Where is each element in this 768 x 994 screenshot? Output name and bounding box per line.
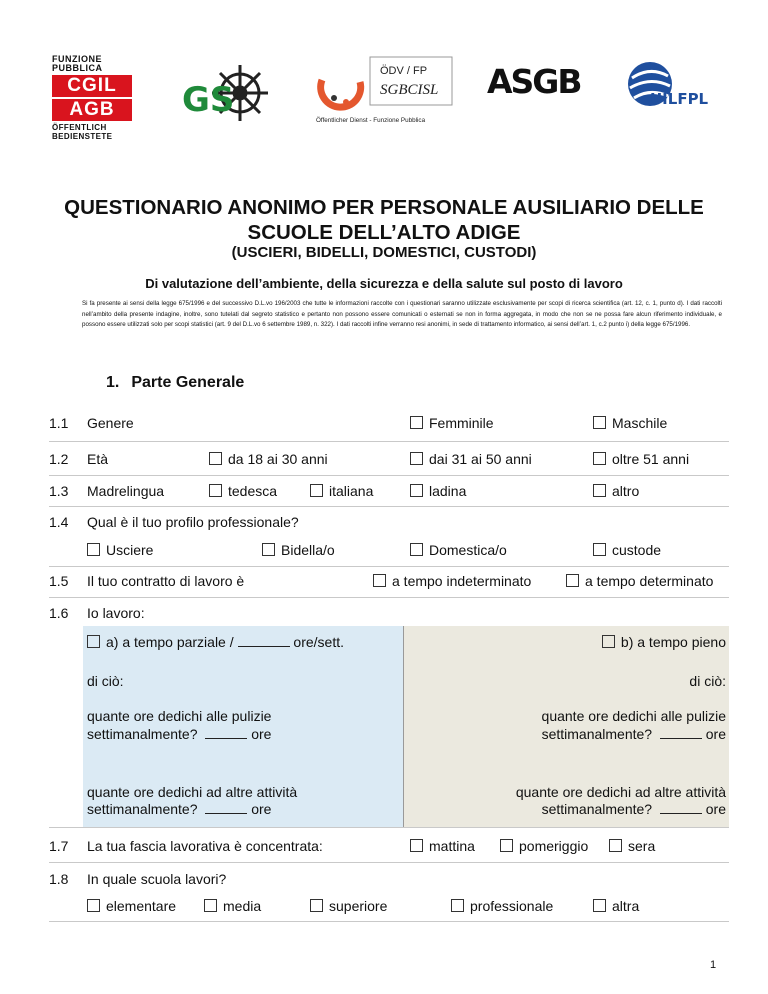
checkbox-icon — [593, 899, 606, 912]
asgb-logo: ASGB — [487, 62, 581, 101]
checkbox-icon — [209, 484, 222, 497]
part-time-clean-q1: quante ore dedichi alle pulizie — [87, 708, 272, 724]
q6-option-full-time[interactable]: b) a tempo pieno — [602, 634, 726, 650]
other-hours-field[interactable] — [205, 802, 247, 814]
row-divider — [49, 827, 729, 828]
gs-logo — [178, 63, 273, 125]
page-number: 1 — [710, 959, 717, 971]
checkbox-icon — [566, 574, 579, 587]
panel-divider — [403, 626, 404, 827]
q8-option-professionale[interactable]: professionale — [451, 898, 553, 914]
checkbox-icon — [87, 543, 100, 556]
q6-number: 1.6 — [49, 605, 69, 621]
checkbox-icon — [602, 635, 615, 648]
other-hours-field[interactable] — [660, 802, 702, 814]
q1-option-femminile[interactable]: Femminile — [410, 415, 494, 431]
q3-option-altro[interactable]: altro — [593, 483, 639, 499]
q6-label: Io lavoro: — [87, 605, 145, 621]
q2-option-oltre-51[interactable]: oltre 51 anni — [593, 451, 689, 467]
q4-option-bidello[interactable]: Bidella/o — [262, 542, 335, 558]
document-title — [40, 195, 728, 245]
section-heading — [106, 374, 244, 392]
cgil-logo-line2: AGB — [52, 99, 132, 121]
q4-number: 1.4 — [49, 514, 69, 530]
q1-number: 1.1 — [49, 415, 69, 431]
q2-number: 1.2 — [49, 451, 69, 467]
q8-option-elementare[interactable]: elementare — [87, 898, 176, 914]
cgil-logo-bottom-text: ÖFFENTLICH BEDIENSTETE — [52, 123, 113, 141]
q4-option-domestico[interactable]: Domestica/o — [410, 542, 507, 558]
sgb-logo-mid: SGBCISL — [380, 82, 439, 98]
q3-label: Madrelingua — [87, 483, 165, 499]
checkbox-icon — [593, 543, 606, 556]
q7-option-mattina[interactable]: mattina — [410, 838, 475, 854]
checkbox-icon — [209, 452, 222, 465]
row-divider — [49, 566, 729, 567]
q3-option-tedesca[interactable]: tedesca — [209, 483, 277, 499]
document-subtitle: (USCIERI, BIDELLI, DOMESTICI, CUSTODI) — [231, 244, 537, 261]
q2-label: Età — [87, 451, 109, 467]
q7-option-sera[interactable]: sera — [609, 838, 655, 854]
q5-label: Il tuo contratto di lavoro è — [87, 573, 245, 589]
checkbox-icon — [87, 635, 100, 648]
sgb-cisl-logo — [310, 52, 455, 127]
cgil-agb-logo — [52, 55, 132, 141]
q5-number: 1.5 — [49, 573, 69, 589]
q5-option-indeterminato[interactable]: a tempo indeterminato — [373, 573, 531, 589]
checkbox-icon — [310, 484, 323, 497]
row-divider — [49, 597, 729, 598]
hours-per-week-field[interactable] — [238, 635, 290, 647]
checkbox-icon — [410, 452, 423, 465]
section-title: Parte Generale — [131, 374, 245, 391]
q4-option-custode[interactable]: custode — [593, 542, 661, 558]
q3-number: 1.3 — [49, 483, 69, 499]
full-time-clean-q1: quante ore dedichi alle pulizie — [541, 708, 726, 724]
q6-option-part-time[interactable]: a) a tempo parziale / ore/sett. — [87, 634, 344, 650]
checkbox-icon — [87, 899, 100, 912]
uil-logo-text: UILFPL — [650, 90, 709, 108]
full-time-dici-label: di ciò: — [689, 673, 726, 689]
q3-option-ladina[interactable]: ladina — [410, 483, 466, 499]
checkbox-icon — [593, 416, 606, 429]
q8-option-altra[interactable]: altra — [593, 898, 639, 914]
part-time-dici-label: di ciò: — [87, 673, 124, 689]
q2-option-31-50[interactable]: dai 31 ai 50 anni — [410, 451, 532, 467]
checkbox-icon — [410, 416, 423, 429]
q8-option-superiore[interactable]: superiore — [310, 898, 387, 914]
checkbox-icon — [451, 899, 464, 912]
checkbox-icon — [410, 543, 423, 556]
title-line-1: QUESTIONARIO ANONIMO PER PERSONALE AUSILIARIO DELLE — [64, 196, 704, 219]
clean-hours-field[interactable] — [205, 727, 247, 739]
full-time-clean-q2: settimanalmente? ore — [541, 726, 726, 742]
full-time-other-q1: quante ore dedichi ad altre attività — [515, 784, 726, 800]
gs-logo-text: GS — [182, 80, 235, 120]
cgil-logo-top-text: FUNZIONE PUBBLICA — [52, 54, 103, 73]
row-divider — [49, 441, 729, 442]
uil-fpl-logo — [624, 58, 720, 114]
checkbox-icon — [410, 484, 423, 497]
checkbox-icon — [609, 839, 622, 852]
sgb-logo-top: ÖDV / FP — [380, 65, 428, 77]
row-divider — [49, 475, 729, 476]
checkbox-icon — [204, 899, 217, 912]
q2-option-18-30[interactable]: da 18 ai 30 anni — [209, 451, 328, 467]
q7-number: 1.7 — [49, 838, 69, 854]
part-time-clean-q2: settimanalmente? ore — [87, 726, 272, 742]
q4-label: Qual è il tuo profilo professionale? — [87, 514, 299, 530]
document-subheading: Di valutazione dell’ambiente, della sicurezza e della salute sul posto di lavoro — [145, 276, 623, 291]
title-line-2: SCUOLE DELL’ALTO ADIGE — [247, 221, 521, 244]
q8-option-media[interactable]: media — [204, 898, 261, 914]
checkbox-icon — [262, 543, 275, 556]
checkbox-icon — [410, 839, 423, 852]
q3-option-italiana[interactable]: italiana — [310, 483, 373, 499]
row-divider — [49, 862, 729, 863]
section-number: 1. — [106, 374, 120, 391]
q7-label: La tua fascia lavorativa è concentrata: — [87, 838, 323, 854]
part-time-other-q2: settimanalmente? ore — [87, 801, 272, 817]
checkbox-icon — [593, 452, 606, 465]
row-divider — [49, 921, 729, 922]
full-time-other-q2: settimanalmente? ore — [541, 801, 726, 817]
q4-option-usciere[interactable]: Usciere — [87, 542, 153, 558]
checkbox-icon — [500, 839, 513, 852]
privacy-disclaimer: Si fa presente ai sensi della legge 675/1996 e del successivo D.L.vo 196/2003 che tutte le informazioni raccolte con i questionari saranno utilizzate esclusivamente per scopi di ricerca scientifica (art. 12, c. 1, punto d). I dati raccolti nell’ambito della presente indagine, inoltre, sono tutelati dal segreto statistico e pertanto non possono essere comunicati o esternati se non in forma aggregata, in modo che non se ne possa fare alcun riferimento individuale, e possono essere utilizzati solo per scopi statistici (art. 9 del D.L.vo 6 settembre 1989, n. 322). I dati raccolti infine verranno resi anonimi, in sede di trattamento informatico, ai sensi dell’art. 1, c.2 punto i) della legge 675/1996. — [82, 300, 722, 328]
cgil-logo-line1: CGIL — [52, 75, 132, 97]
q8-number: 1.8 — [49, 871, 69, 887]
q5-option-determinato[interactable]: a tempo determinato — [566, 573, 713, 589]
sgb-logo-bottom: Öffentlicher Dienst - Funzione Pubblica — [316, 117, 426, 124]
row-divider — [49, 506, 729, 507]
q7-option-pomeriggio[interactable]: pomeriggio — [500, 838, 588, 854]
q1-option-maschile[interactable]: Maschile — [593, 415, 667, 431]
checkbox-icon — [310, 899, 323, 912]
clean-hours-field[interactable] — [660, 727, 702, 739]
q8-label: In quale scuola lavori? — [87, 871, 227, 887]
part-time-other-q1: quante ore dedichi ad altre attività — [87, 784, 298, 800]
checkbox-icon — [373, 574, 386, 587]
checkbox-icon — [593, 484, 606, 497]
q1-label: Genere — [87, 415, 134, 431]
